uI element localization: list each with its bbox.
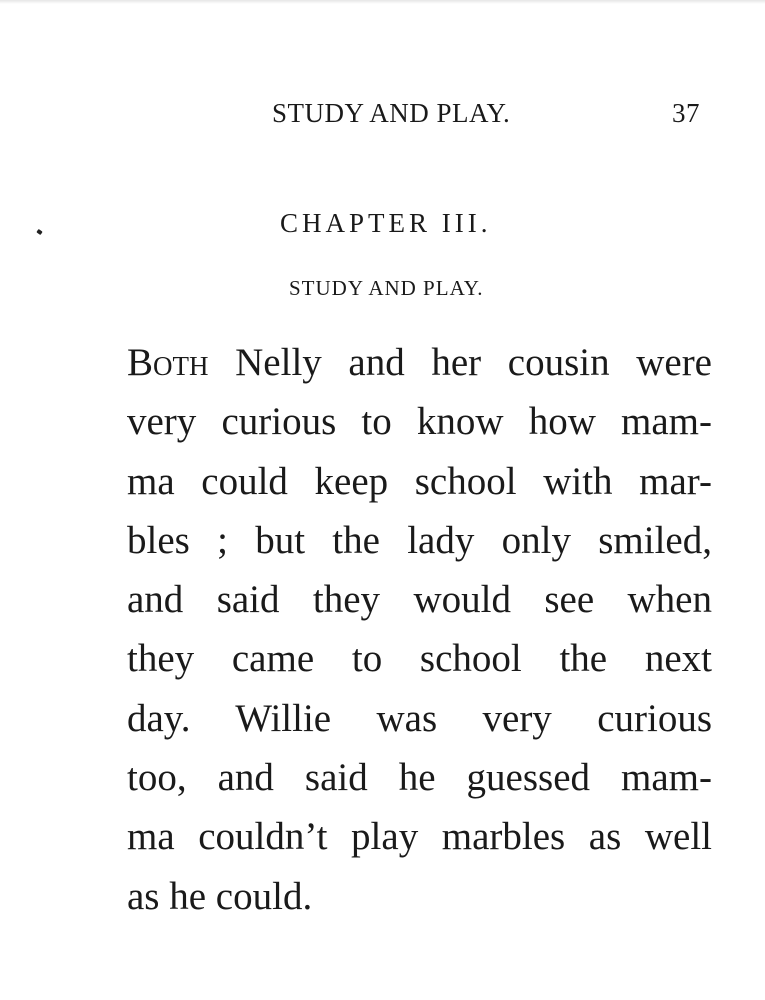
running-head-title: STUDY AND PLAY.	[272, 98, 511, 128]
running-head	[0, 98, 765, 138]
page-top-edge	[0, 0, 765, 4]
lead-word: Both	[127, 341, 209, 384]
body-line-3: ma could keep school with mar-	[127, 459, 712, 503]
body-line-1-text: Nelly and her cousin were	[208, 341, 712, 384]
chapter-subtitle: STUDY AND PLAY.	[289, 276, 484, 300]
body-line-10: as he could.	[127, 874, 313, 918]
body-line-7: day. Willie was very curious	[127, 696, 712, 740]
body-paragraph	[127, 333, 712, 926]
ink-speck	[36, 229, 42, 235]
chapter-heading-text: CHAPTER III.	[280, 208, 492, 238]
body-line-5: and said they would see when	[127, 578, 712, 622]
body-line-4: bles ; but the lady only smiled,	[127, 518, 712, 562]
body-line-6: they came to school the next	[127, 637, 712, 681]
page-number: 37	[672, 98, 700, 128]
body-line-8: too, and said he guessed mam-	[127, 756, 712, 800]
body-line-9: ma couldn’t play marbles as well	[127, 815, 712, 859]
body-line-2: very curious to know how mam-	[127, 400, 712, 444]
body-line-1	[127, 333, 712, 392]
